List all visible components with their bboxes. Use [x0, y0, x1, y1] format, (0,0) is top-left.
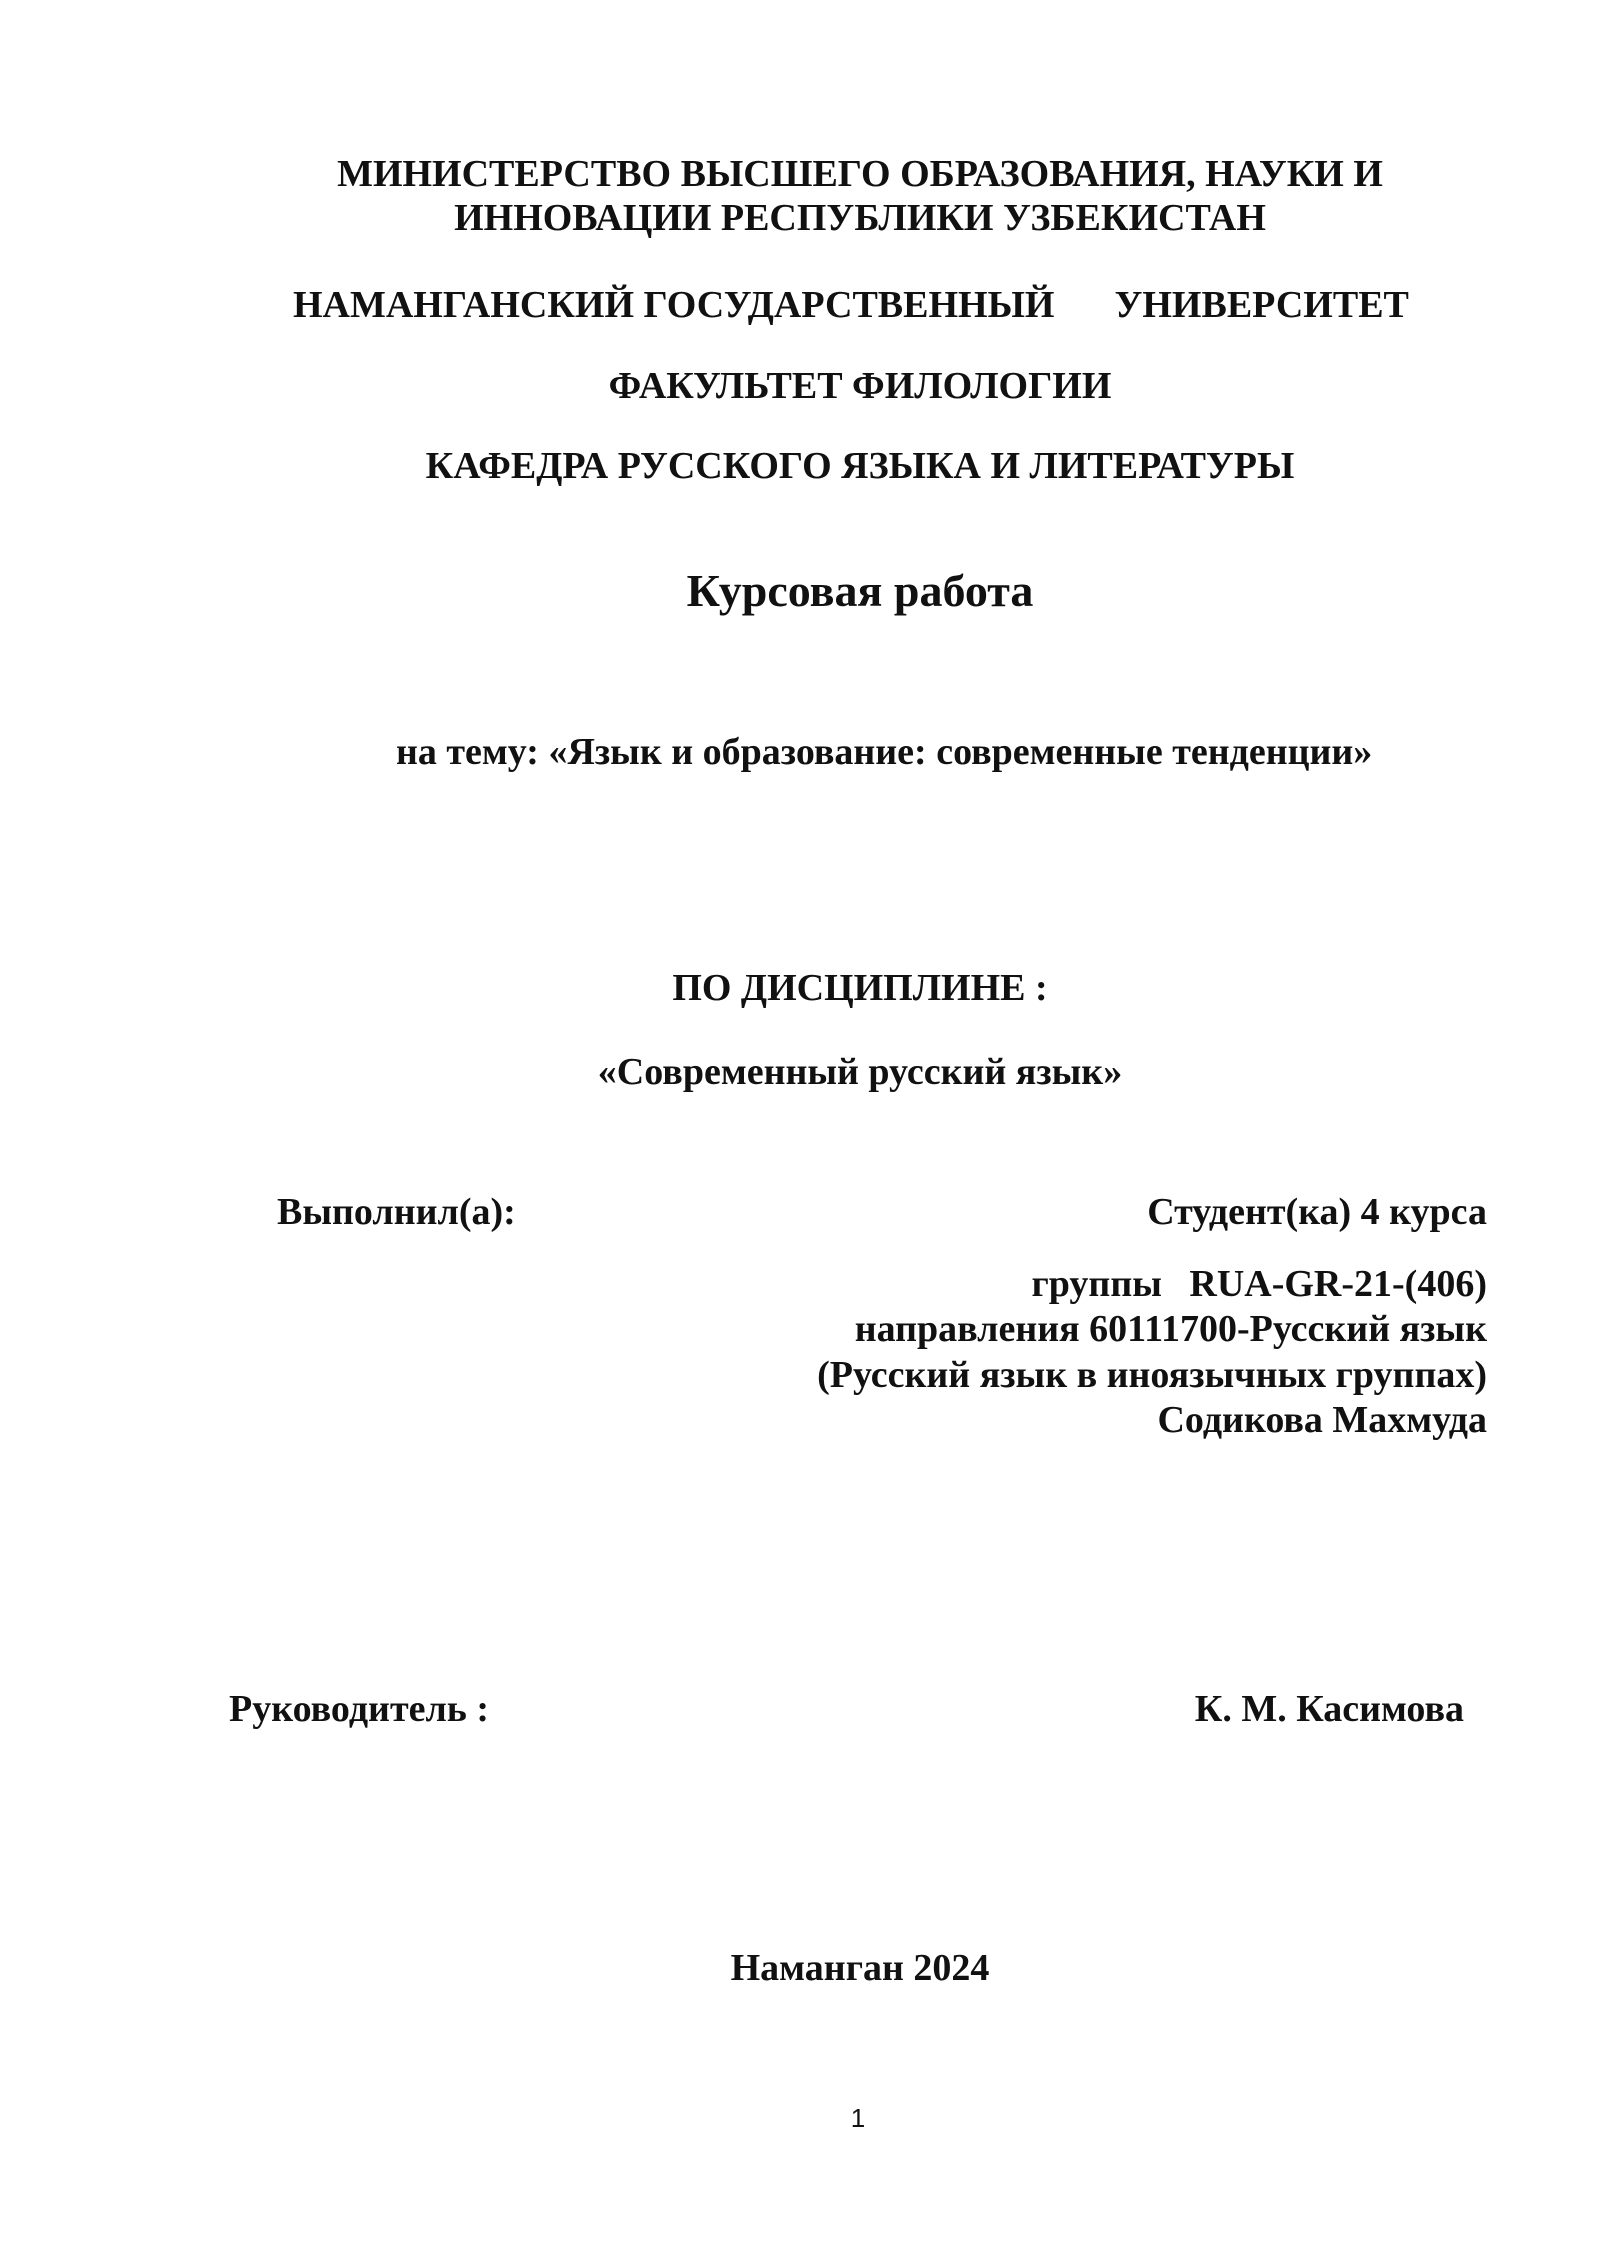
- page-number: 1: [850, 2103, 866, 2133]
- supervisor-label: Руководитель :: [229, 1688, 490, 1730]
- faculty-name: ФАКУЛЬТЕТ ФИЛОЛОГИИ: [608, 365, 1112, 407]
- author-group-label: группы: [1031, 1263, 1162, 1305]
- ministry-line-2: ИННОВАЦИИ РЕСПУБЛИКИ УЗБЕКИСТАН: [454, 197, 1266, 239]
- author-label: Выполнил(а):: [277, 1191, 516, 1233]
- author-direction: направления 60111700-Русский язык: [854, 1308, 1487, 1350]
- author-course: Студент(ка) 4 курса: [1147, 1191, 1487, 1233]
- ministry-line-1: МИНИСТЕРСТВО ВЫСШЕГО ОБРАЗОВАНИЯ, НАУКИ И: [337, 153, 1383, 195]
- discipline-name: «Современный русский язык»: [597, 1051, 1123, 1093]
- supervisor-name: К. М. Касимова: [1194, 1688, 1464, 1730]
- author-name: Содикова Махмуда: [1157, 1399, 1487, 1441]
- author-group: [1032, 1262, 1487, 1306]
- discipline-label: ПО ДИСЦИПЛИНЕ :: [672, 967, 1048, 1009]
- university-name-part-1: НАМАНГАНСКИЙ ГОСУДАРСТВЕННЫЙ: [293, 284, 1055, 326]
- department-name: КАФЕДРА РУССКОГО ЯЗЫКА И ЛИТЕРАТУРЫ: [425, 445, 1295, 487]
- work-type-title: Курсовая работа: [686, 565, 1034, 616]
- work-topic: на тему: «Язык и образование: современные тенденции»: [396, 731, 1373, 773]
- author-group-value: RUA-GR-21-(406): [1189, 1263, 1487, 1305]
- city-year: Наманган 2024: [730, 1947, 990, 1989]
- university-name-part-2: УНИВЕРСИТЕТ: [1114, 284, 1409, 326]
- author-specialization: (Русский язык в иноязычных группах): [817, 1354, 1487, 1396]
- university-name: [293, 283, 1409, 327]
